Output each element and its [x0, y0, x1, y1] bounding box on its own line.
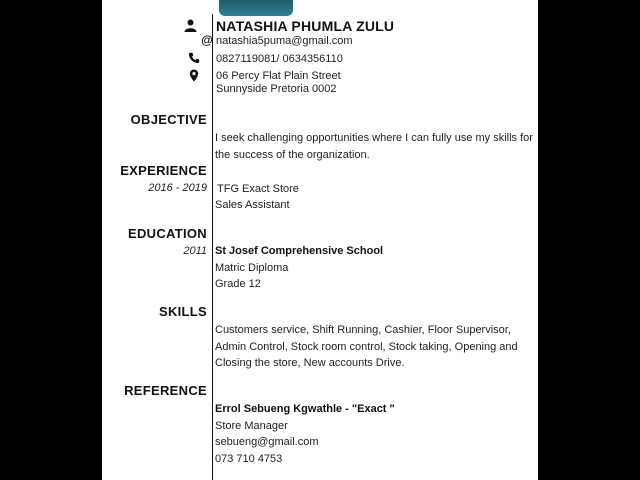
candidate-name: NATASHIA PHUMLA ZULU: [216, 18, 395, 34]
skills-line-3: Closing the store, New accounts Drive.: [215, 357, 405, 369]
education-school: St Josef Comprehensive School: [215, 245, 384, 257]
profile-photo: [219, 0, 293, 16]
location-pin-icon: [187, 68, 201, 82]
objective-text-line-1: I seek challenging opportunities where I can fully use my skills for: [215, 132, 533, 144]
skills-heading: SKILLS: [158, 304, 207, 319]
education-heading: EDUCATION: [127, 226, 207, 241]
contact-email[interactable]: natashia5puma@gmail.com: [216, 35, 353, 47]
resume-page: [102, 0, 538, 480]
reference-email[interactable]: sebueng@gmail.com: [215, 436, 319, 448]
reference-title: Store Manager: [215, 420, 288, 432]
objective-heading: OBJECTIVE: [130, 112, 207, 127]
address-line-1: 06 Percy Flat Plain Street: [216, 70, 341, 82]
education-grade: Grade 12: [215, 278, 261, 290]
experience-date: 2016 - 2019: [148, 182, 207, 194]
experience-heading: EXPERIENCE: [120, 163, 207, 178]
reference-phone[interactable]: 073 710 4753: [215, 453, 283, 465]
education-date: 2011: [183, 245, 207, 257]
reference-heading: REFERENCE: [124, 383, 207, 398]
address-line-2: Sunnyside Pretoria 0002: [216, 83, 337, 95]
reference-name: Errol Sebueng Kgwathle - "Exact ": [215, 403, 395, 415]
phone-icon: [187, 51, 201, 65]
objective-text-line-2: the success of the organization.: [215, 149, 370, 161]
skills-line-2: Admin Control, Stock room control, Stock taking, Opening and: [215, 341, 518, 353]
experience-employer: TFG Exact Store: [217, 183, 299, 195]
person-icon: [183, 18, 197, 32]
email-at-icon: @: [201, 33, 213, 47]
experience-role: Sales Assistant: [215, 199, 290, 211]
skills-line-1: Customers service, Shift Running, Cashier, Floor Supervisor,: [215, 324, 511, 336]
vertical-divider: [212, 14, 213, 480]
contact-phone[interactable]: 0827119081/ 0634356110: [216, 53, 343, 65]
education-qualification: Matric Diploma: [215, 262, 289, 274]
